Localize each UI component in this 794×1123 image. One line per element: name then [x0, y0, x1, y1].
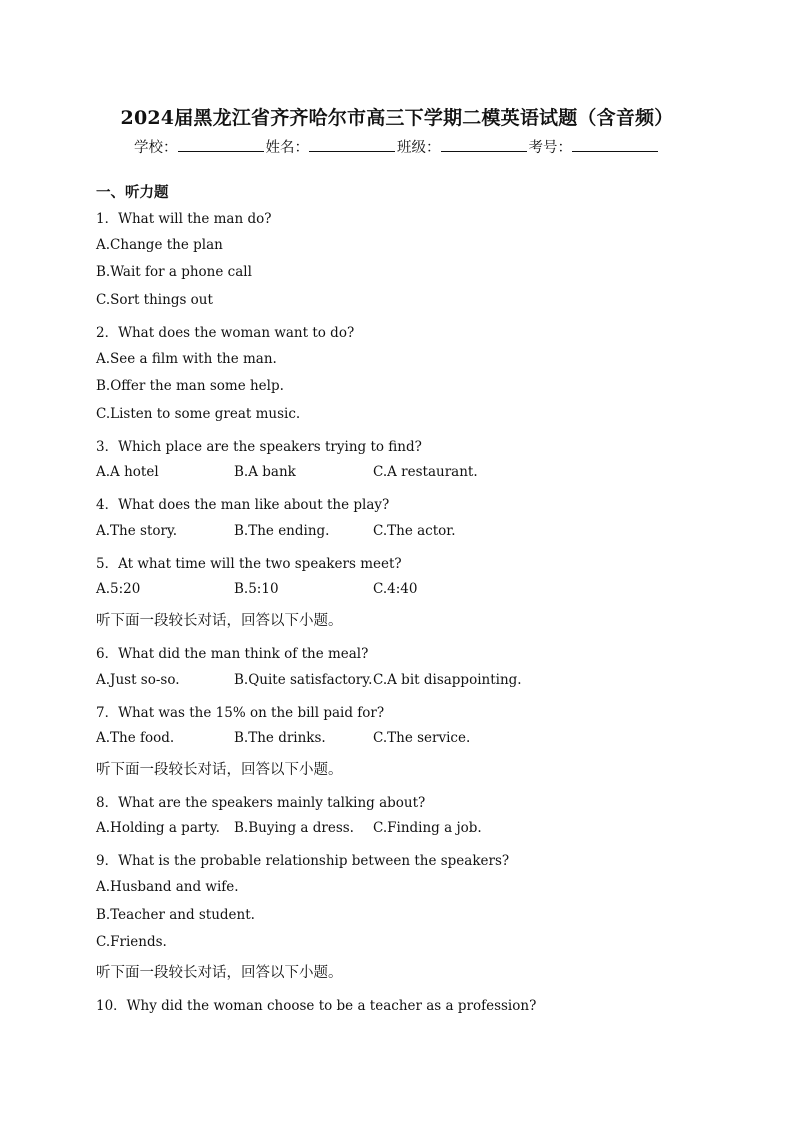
- instruction-text-1: 听下面一段较长对话，回答以下小题。: [96, 613, 343, 629]
- instruction-text-2: 听下面一段较长对话，回答以下小题。: [96, 762, 343, 778]
- question-5-option-b: B.5:10: [234, 581, 279, 597]
- question-1-stem: 1．What will the man do?: [96, 211, 272, 227]
- question-5-option-c: C.4:40: [373, 581, 418, 597]
- question-4-stem: 4．What does the man like about the play?: [96, 497, 390, 513]
- question-3-stem: 3．Which place are the speakers trying to find?: [96, 439, 422, 455]
- question-7-option-b: B.The drinks.: [234, 730, 326, 746]
- question-4-options: [96, 523, 456, 539]
- name-blank[interactable]: [309, 136, 395, 152]
- question-5-stem: 5．At what time will the two speakers meet?: [96, 556, 402, 572]
- class-label: 班级：: [397, 140, 441, 156]
- name-label: 姓名：: [265, 140, 309, 156]
- question-1-option-b: B.Wait for a phone call: [96, 264, 252, 280]
- question-8-stem: 8．What are the speakers mainly talking about?: [96, 795, 426, 811]
- question-6-option-b: B.Quite satisfactory.: [234, 672, 373, 688]
- question-5-option-a: A.5:20: [96, 581, 141, 597]
- question-9-option-a: A.Husband and wife.: [96, 879, 239, 895]
- question-5-options: [96, 581, 417, 597]
- question-1-option-c: C.Sort things out: [96, 292, 213, 308]
- question-9-option-c: C.Friends.: [96, 934, 167, 950]
- question-6-options: [96, 672, 522, 688]
- question-9-stem: 9．What is the probable relationship between the speakers?: [96, 853, 510, 869]
- question-4-option-a: A.The story.: [96, 523, 178, 539]
- class-blank[interactable]: [441, 136, 527, 152]
- question-7-option-a: A.The food.: [96, 730, 175, 746]
- question-7-options: [96, 730, 470, 746]
- question-7-option-c: C.The service.: [373, 730, 471, 746]
- question-6-option-a: A.Just so-so.: [96, 672, 180, 688]
- question-6-option-c: C.A bit disappointing.: [373, 672, 522, 688]
- question-8-options: [96, 820, 482, 836]
- question-4-option-c: C.The actor.: [373, 523, 456, 539]
- question-2-stem: 2．What does the woman want to do?: [96, 325, 355, 341]
- question-6-stem: 6．What did the man think of the meal?: [96, 646, 369, 662]
- question-10-stem: 10．Why did the woman choose to be a teacher as a profession?: [96, 998, 537, 1014]
- question-3-option-a: A.A hotel: [96, 464, 159, 480]
- school-blank[interactable]: [178, 136, 264, 152]
- question-1-option-a: A.Change the plan: [96, 237, 223, 253]
- question-7-stem: 7．What was the 15% on the bill paid for?: [96, 705, 385, 721]
- number-blank[interactable]: [572, 136, 658, 152]
- instruction-text-3: 听下面一段较长对话，回答以下小题。: [96, 965, 343, 981]
- question-8-option-c: C.Finding a job.: [373, 820, 482, 836]
- question-9-option-b: B.Teacher and student.: [96, 907, 255, 923]
- section-heading: 一、听力题: [96, 185, 169, 201]
- question-8-option-b: B.Buying a dress.: [234, 820, 354, 836]
- question-3-option-b: B.A bank: [234, 464, 296, 480]
- question-8-option-a: A.Holding a party.: [96, 820, 220, 836]
- question-2-option-a: A.See a film with the man.: [96, 351, 277, 367]
- question-2-option-c: C.Listen to some great music.: [96, 406, 301, 422]
- school-label: 学校：: [134, 140, 178, 156]
- question-3-option-c: C.A restaurant.: [373, 464, 478, 480]
- question-2-option-b: B.Offer the man some help.: [96, 378, 284, 394]
- student-info-line: [0, 136, 794, 157]
- question-4-option-b: B.The ending.: [234, 523, 330, 539]
- question-3-options: [96, 464, 478, 480]
- number-label: 考号：: [528, 140, 572, 156]
- page-title: 2024届黑龙江省齐齐哈尔市高三下学期二模英语试题（含音频）: [120, 107, 674, 129]
